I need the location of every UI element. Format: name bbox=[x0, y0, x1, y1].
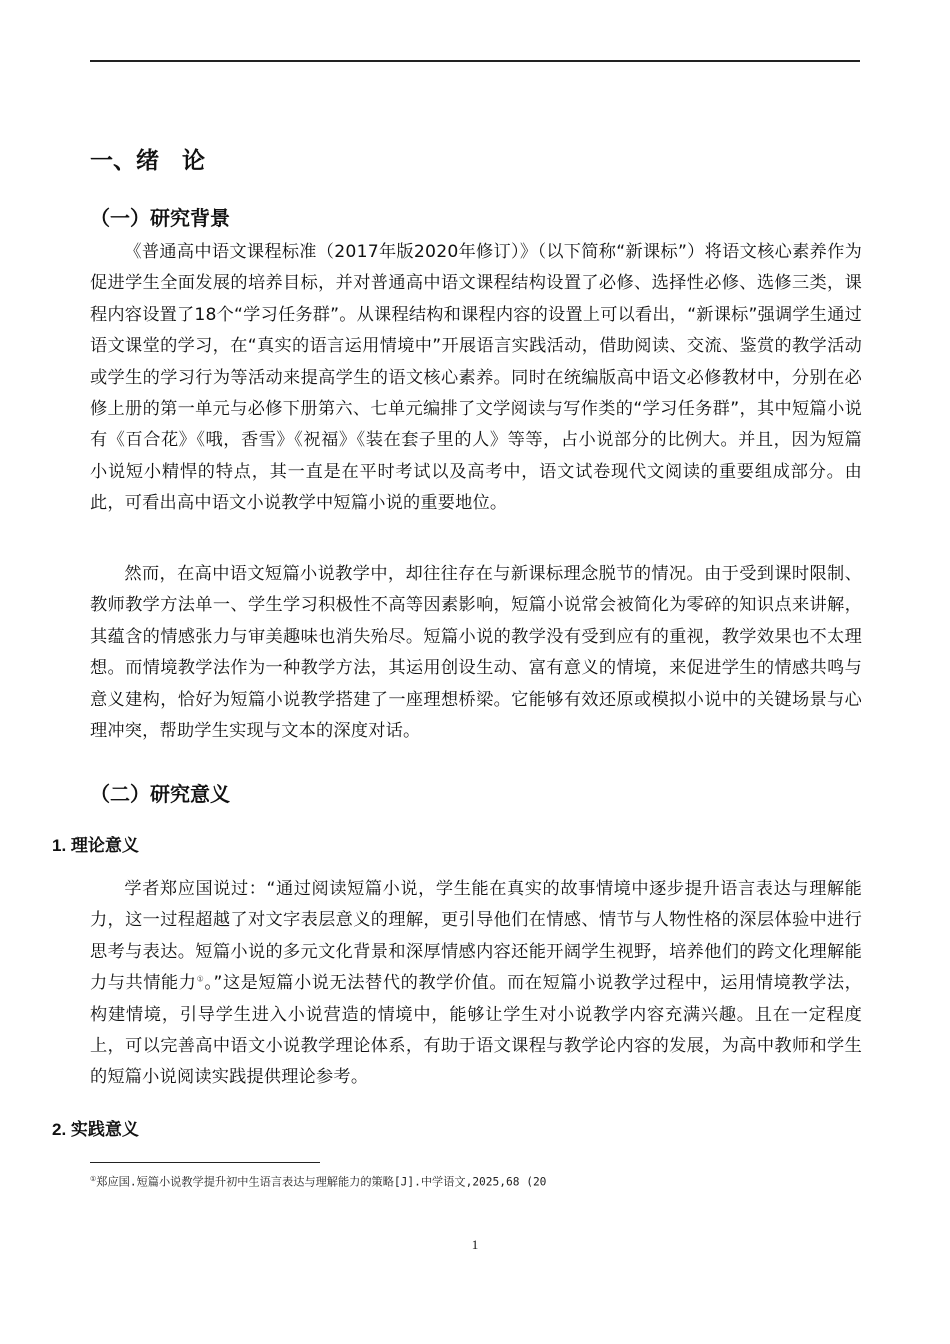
section-heading-background: （一）研究背景 bbox=[90, 208, 230, 230]
footnote bbox=[90, 1170, 860, 1192]
header-rule bbox=[90, 60, 860, 62]
chapter-heading: 一、绪 论 bbox=[90, 147, 205, 173]
page-number: 1 bbox=[471, 1237, 479, 1252]
footnote-text: 郑应国.短篇小说教学提升初中生语言表达与理解能力的策略[J].中学语文,2025,68 (20 bbox=[96, 1175, 547, 1189]
paragraph-background-2: 然而，在高中语文短篇小说教学中，却往往存在与新课标理念脱节的情况。由于受到课时限制、教师教学方法单一、学生学习积极性不高等因素影响，短篇小说常会被简化为零碎的知识点来讲解，其蕴含的情感张力与审美趣味也消失殆尽。短篇小说的教学没有受到应有的重视，教学效果也不太理想。而情境教学法作为一种教学方法，其运用创设生动、富有意义的情境，来促进学生的情感共鸣与意义建构，恰好为短篇小说教学搭建了一座理想桥梁。它能够有效还原或模拟小说中的关键场景与心理冲突，帮助学生实现与文本的深度对话。 bbox=[90, 564, 862, 742]
paragraph-theoretical-part2: 。”这是短篇小说无法替代的教学价值。而在短篇小说教学过程中，运用情境教学法，构建情境，引导学生进入小说营造的情境中，能够让学生对小说教学内容充满兴趣。且在一定程度上，可以完善高中语文小说教学理论体系，有助于语文课程与教学论内容的发展，为高中教师和学生的短篇小说阅读实践提供理论参考。 bbox=[90, 973, 862, 1088]
subheading-theoretical: 1. 理论意义 bbox=[52, 836, 139, 855]
paragraph-background-1: 《普通高中语文课程标准（2017年版2020年修订）》（以下简称“新课标”）将语文核心素养作为促进学生全面发展的培养目标，并对普通高中语文课程结构设置了必修、选择性必修、选修三类，课程内容设置了18个“学习任务群”。从课程结构和课程内容的设置上可以看出，“新课标”强调学生通过语文课堂的学习，在“真实的语言运用情境中”开展语言实践活动，借助阅读、交流、鉴赏的教学活动或学生的学习行为等活动来提高学生的语文核心素养。同时在统编版高中语文必修教材中，分别在必修上册的第一单元与必修下册第六、七单元编排了文学阅读与写作类的“学习任务群”，其中短篇小说有《百合花》《哦，香雪》《祝福》《装在套子里的人》等等，占小说部分的比例大。并且，因为短篇小说短小精悍的特点，其一直是在平时考试以及高考中，语文试卷现代文阅读的重要组成部分。由此，可看出高中语文小说教学中短篇小说的重要地位。 bbox=[90, 242, 862, 514]
section-heading-significance: （二）研究意义 bbox=[90, 784, 230, 806]
subheading-practical: 2. 实践意义 bbox=[52, 1120, 139, 1139]
paragraph-theoretical bbox=[90, 874, 862, 1094]
footnote-reference[interactable]: ① bbox=[196, 974, 205, 984]
footnote-mark: ① bbox=[90, 1175, 97, 1183]
paragraph-theoretical-part1: 学者郑应国说过：“通过阅读短篇小说，学生能在真实的故事情境中逐步提升语言表达与理解能力，这一过程超越了对文字表层意义的理解，更引导他们在情感、情节与人物性格的深层体验中进行思考与表达。短篇小说的多元文化背景和深厚情感内容还能开阔学生视野，培养他们的跨文化理解能力与共情能力 bbox=[90, 879, 862, 994]
footnote-rule bbox=[90, 1162, 320, 1163]
